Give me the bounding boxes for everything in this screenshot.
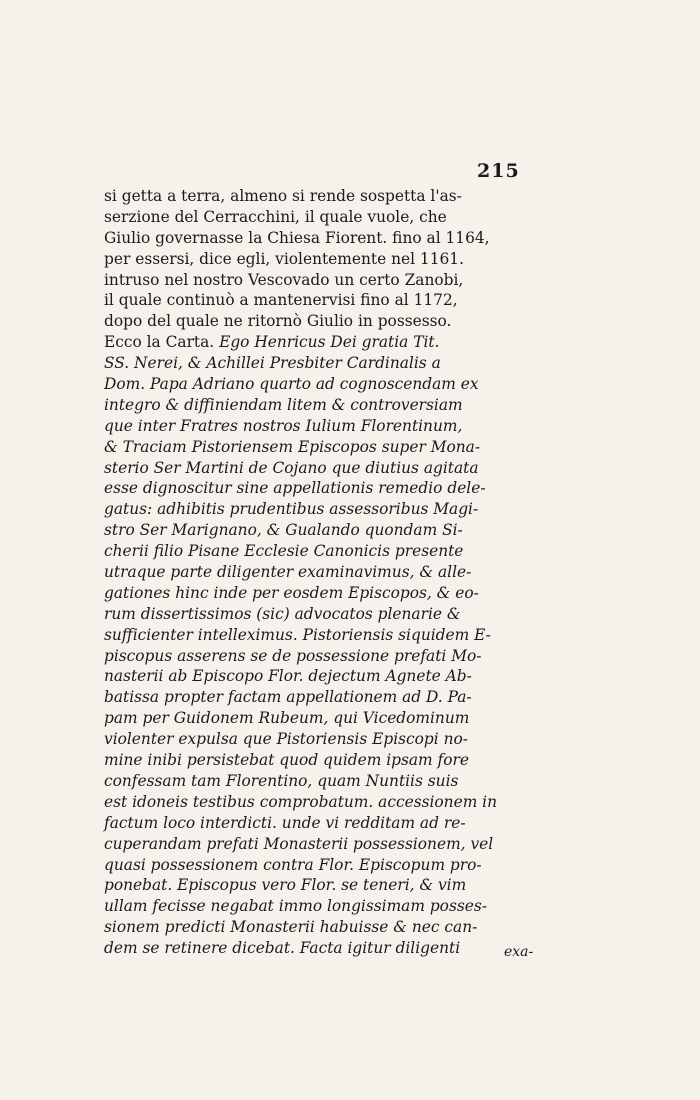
text-line: si getta a terra, almeno si rende sospetta l'as- bbox=[104, 187, 462, 205]
text-line: piscopus asserens se de possessione prefati Mo- bbox=[104, 646, 482, 665]
text-line: per essersi, dice egli, violentemente nel 1161. bbox=[104, 249, 464, 268]
text-segment-italic: Ego Henricus Dei gratia Tit. bbox=[219, 333, 440, 352]
text-line: gatus: adhibitis prudentibus assessoribus Magi- bbox=[104, 500, 479, 519]
text-line: Dom. Papa Adriano quarto ad cognoscendam ex bbox=[104, 375, 479, 394]
text-line: integro & diffiniendam litem & controversiam bbox=[104, 395, 463, 414]
text-line: gationes hinc inde per eosdem Episcopos, & eo- bbox=[104, 583, 479, 602]
text-line: cuperandam prefati Monasterii possessionem, vel bbox=[104, 834, 494, 853]
text-line: est idoneis testibus comprobatum. accessionem in bbox=[104, 792, 498, 811]
text-line: esse dignoscitur sine appellationis remedio dele- bbox=[104, 479, 486, 498]
text-line: dem se retinere dicebat. Facta igitur diligenti bbox=[104, 939, 461, 958]
text-line: ponebat. Episcopus vero Flor. se teneri, & vim bbox=[104, 876, 467, 895]
text-line: confessam tam Florentino, quam Nuntiis suis bbox=[104, 771, 459, 790]
text-line: nasterii ab Episcopo Flor. dejectum Agnete Ab- bbox=[104, 667, 472, 686]
text-line: sionem predicti Monasterii habuisse & nec can- bbox=[104, 918, 478, 937]
page-number: 215 bbox=[477, 160, 520, 182]
text-line: serzione del Cerracchini, il quale vuole, che bbox=[104, 207, 447, 226]
text-line: Giulio governasse la Chiesa Fiorent. fino al 1164, bbox=[104, 228, 490, 247]
text-line: sufficienter intelleximus. Pistoriensis siquidem E- bbox=[104, 625, 491, 644]
text-line: rum dissertissimos (sic) advocatos plenarie & bbox=[104, 604, 461, 623]
text-line: mine inibi persistebat quod quidem ipsam fore bbox=[104, 751, 469, 770]
text-line: & Traciam Pistoriensem Episcopos super Mona- bbox=[104, 437, 481, 456]
body-text bbox=[104, 186, 544, 959]
text-line: utraque parte diligenter examinavimus, & alle- bbox=[104, 563, 472, 582]
text-line: il quale continuò a mantenervisi fino al 1172, bbox=[104, 291, 458, 310]
text-line: SS. Nerei, & Achillei Presbiter Cardinalis a bbox=[104, 354, 441, 373]
text-line: que inter Fratres nostros Iulium Florentinum, bbox=[104, 416, 463, 435]
text-line: sterio Ser Martini de Cojano que diutius agitata bbox=[104, 458, 479, 477]
text-line: ullam fecisse negabat immo longissimam posses- bbox=[104, 897, 487, 916]
text-line: quasi possessionem contra Flor. Episcopum pro- bbox=[104, 855, 482, 874]
text-line bbox=[104, 332, 544, 353]
text-line: stro Ser Marignano, & Gualando quondam Si- bbox=[104, 521, 463, 540]
text-line: intruso nel nostro Vescovado un certo Zanobi, bbox=[104, 270, 464, 289]
text-line: batissa propter factam appellationem ad D. Pa- bbox=[104, 688, 472, 707]
text-line: cherii filio Pisane Ecclesie Canonicis presente bbox=[104, 542, 464, 561]
text-line: factum loco interdicti. unde vi redditam ad re- bbox=[104, 813, 466, 832]
catchword: exa- bbox=[504, 944, 534, 960]
text-segment-roman: Ecco la Carta. bbox=[104, 333, 220, 352]
text-line: violenter expulsa que Pistoriensis Episcopi no- bbox=[104, 730, 468, 749]
text-line: pam per Guidonem Rubeum, qui Vicedominum bbox=[104, 709, 470, 728]
text-line: dopo del quale ne ritornò Giulio in possesso. bbox=[104, 312, 452, 331]
